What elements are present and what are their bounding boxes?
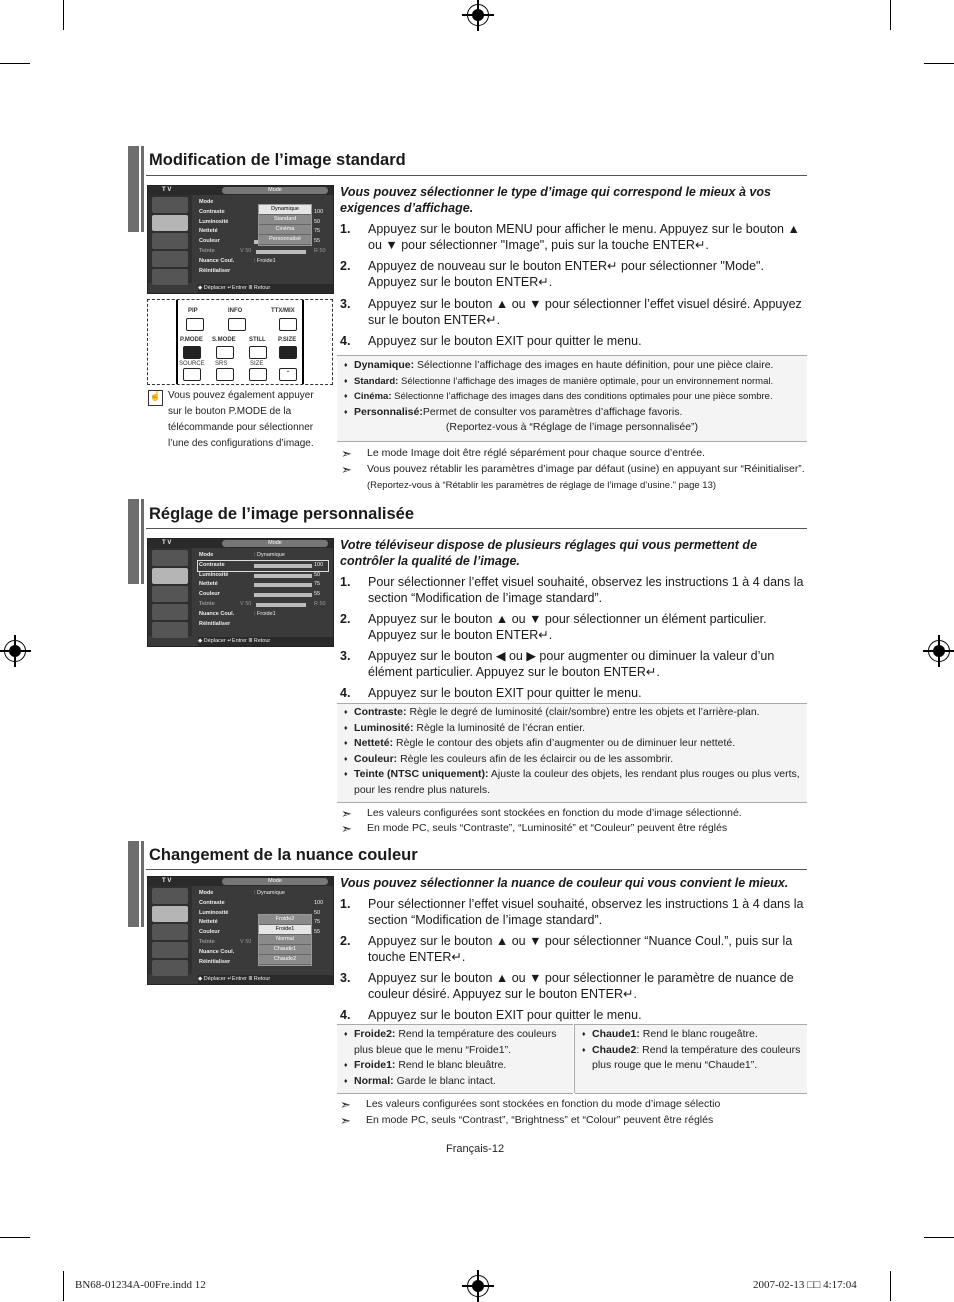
crop-mark (0, 1237, 30, 1238)
section-intro: Vous pouvez sélectionner le type d’image qui correspond le mieux à vos exigences d’affichage. (340, 185, 771, 215)
section-bar (128, 499, 139, 584)
registration-mark-icon (467, 1275, 489, 1297)
section-bar (141, 841, 144, 927)
section-title: Réglage de l’image personnalisée (149, 505, 415, 523)
crop-mark (890, 1271, 891, 1301)
registration-mark-icon (4, 640, 26, 662)
picture-options-box: ♦ Contraste: Règle le degré de luminosité (clair/sombre) entre les objets et l’arrière-plan. ♦ Luminosité: Règle la luminosité de l’écran entier. ♦ Netteté: Règle le contour des objets afin d’augmenter ou de diminuer leur netteté. ♦ Couleur: Règle les couleurs afin de les éclaircir ou de les assombrir. ♦ Teinte (NTSC uniquement): Ajuste la couleur des objets, les rendant plus rouges ou plus verts, pour les rendre plus naturels. (337, 703, 807, 803)
crop-mark (924, 1237, 954, 1238)
section-rule (146, 175, 807, 176)
nuance-options-box-left: ♦ Froide2: Rend la température des couleurs plus bleue que le menu “Froide1”. ♦ Froide1: Rend le blanc bleuâtre. ♦ Normal: Garde le blanc intact. (337, 1024, 573, 1094)
note: ➣ Les valeurs configurées sont stockées en fonction du mode d’image sélectionné. (341, 806, 742, 821)
section-title: Modification de l’image standard (149, 151, 406, 169)
section-intro: Vous pouvez sélectionner la nuance de couleur qui vous convient le mieux. (340, 876, 789, 890)
crop-mark (924, 63, 954, 64)
section-bar (141, 146, 144, 232)
tv-osd-nuance-menu: T V Mode Mode : Dynamique Contraste 100 Luminosité 50 Netteté 75 Couleur 55 Teinte V 50 Nuance Coul. Réinitialiser Froide2 Froide1 Normal Chaude1 Chaude2 ◆ Déplacer ↵Entrer Ⅲ Retour (147, 876, 334, 985)
tv-osd-picture-menu: T V Mode Mode : Dynamique Contraste 100 Luminosité 50 Netteté 75 Couleur 55 Teinte V 50 R 50 Nuance Coul. : Froide1 Réinitialiser ◆ Déplacer ↵Entrer Ⅲ Retour (147, 538, 334, 647)
note: ➣ Le mode Image doit être réglé séparément pour chaque source d’entrée. (341, 446, 705, 461)
remote-tip: Vous pouvez également appuyer sur le bouton P.MODE de la télécommande pour sélectionner l’une des configurations d’image. (168, 390, 314, 449)
note: ➣ En mode PC, seuls “Contrast”, “Brightness” et “Colour” peuvent être réglés (340, 1113, 714, 1128)
date-slug: 2007-02-13 □□ 4:17:04 (753, 1279, 857, 1291)
section-rule (146, 869, 807, 870)
crop-mark (0, 63, 30, 64)
remote-control-illustration: PIP INFO TTX/MIX P.MODE S.MODE STILL P.SIZE SOURCE SRS SIZE ⌃ (147, 299, 333, 385)
file-slug: BN68-01234A-00Fre.indd 12 (75, 1279, 206, 1291)
crop-mark (63, 0, 64, 30)
tv-osd-mode-menu: T V Mode Mode Contraste 100 Luminosité 50 Netteté 75 Couleur 55 Teinte V 50 R 50 Nuance Coul. : Froide1 Réinitialiser Dynamique Standard Cinéma Personnalisé ◆ Déplacer ↵Entrer Ⅲ Retour (147, 185, 334, 294)
note: ➣ Vous pouvez rétablir les paramètres d’image par défaut (usine) en appuyant sur “Réinitialiser”. (Reportez-vous à “Rétablir les paramètres de réglage de l’image d’usine.” page 13) (341, 462, 805, 491)
hand-note-icon: ☝ (148, 390, 163, 406)
nuance-options-box-right: ♦ Chaude1: Rend le blanc rougeâtre. ♦ Chaude2: Rend la température des couleurs plus rouge que le menu “Chaude1”. (575, 1024, 807, 1094)
mode-options-box: ♦ Dynamique: Sélectionne l’affichage des images en haute définition, pour une pièce claire. ♦ Standard: Sélectionne l’affichage des images de manière optimale, pour un environnement normal. ♦ Cinéma: Sélectionne l’affichage des images dans des conditions optimales pour une pièce sombre. ♦ Personnalisé:Permet de consulter vos paramètres d’affichage favoris. (Reportez-vous à “Réglage de l’image personnalisée”) (337, 355, 807, 442)
section-title: Changement de la nuance couleur (149, 846, 418, 864)
note: ➣ Les valeurs configurées sont stockées en fonction du mode d’image sélectio (340, 1097, 721, 1112)
section-bar (141, 499, 144, 584)
note: ➣ En mode PC, seuls “Contraste”, “Luminosité” et “Couleur” peuvent être réglés (341, 821, 728, 836)
page-number: Français-12 (446, 1143, 505, 1155)
registration-mark-icon (928, 640, 950, 662)
crop-mark (890, 0, 891, 30)
registration-mark-icon (467, 4, 489, 26)
crop-mark (63, 1271, 64, 1301)
section-bar (128, 146, 139, 232)
section-intro: Votre téléviseur dispose de plusieurs réglages qui vous permettent de contrôler la qualité de l’image. (340, 538, 758, 568)
section-bar (128, 841, 139, 927)
section-rule (146, 528, 807, 529)
